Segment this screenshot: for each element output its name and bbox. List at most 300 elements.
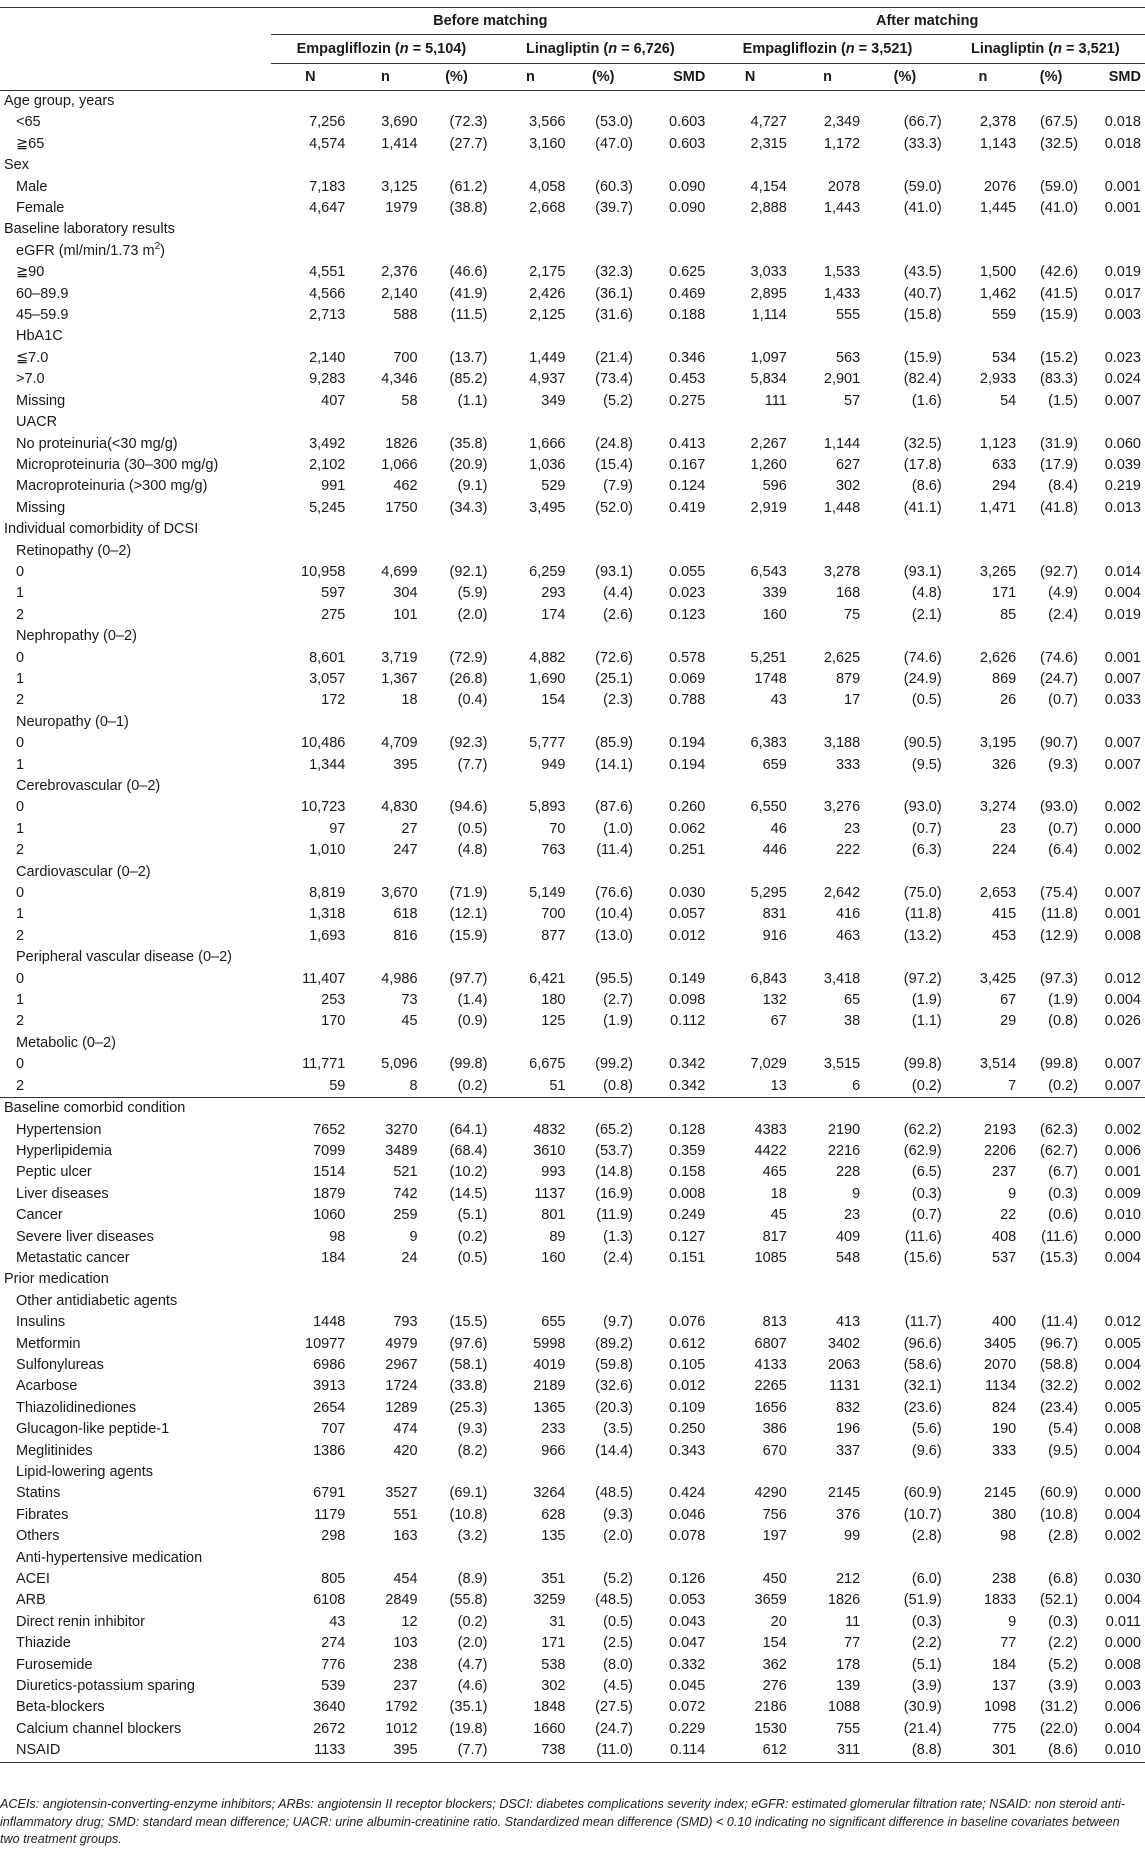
table-row: [0, 198, 1145, 219]
value-cell: 190: [992, 1421, 1017, 1438]
value-cell: (32.3): [595, 264, 633, 281]
value-cell: 3,492: [309, 435, 346, 452]
value-cell: 2654: [313, 1399, 346, 1416]
smd-cell: 0.002: [1104, 1121, 1141, 1138]
row-label: ACEI: [16, 1571, 50, 1588]
value-cell: 3259: [533, 1592, 566, 1609]
value-cell: 1826: [827, 1592, 861, 1609]
value-cell: [569, 91, 637, 113]
value-cell: (15.3): [1040, 1249, 1078, 1266]
value-cell: (15.4): [595, 456, 633, 473]
value-cell: [864, 1098, 946, 1120]
value-cell: [271, 712, 349, 733]
table-row: [0, 883, 1145, 904]
value-cell: 38: [844, 1013, 861, 1030]
value-cell: (41.0): [903, 200, 942, 217]
value-cell: [491, 412, 569, 433]
smd-cell: 0.000: [1104, 1635, 1141, 1652]
value-cell: 7652: [313, 1121, 346, 1138]
smd-cell: [1082, 155, 1145, 176]
value-cell: [349, 776, 421, 797]
value-cell: (11.7): [904, 1314, 942, 1331]
smd-cell: 0.126: [669, 1571, 706, 1588]
row-label: >7.0: [16, 371, 45, 388]
value-cell: 1060: [313, 1207, 346, 1224]
value-cell: (8.6): [1020, 1740, 1082, 1762]
value-cell: [864, 155, 946, 176]
value-cell: 2145: [983, 1485, 1017, 1502]
value-cell: 463: [835, 927, 861, 944]
value-cell: (9.6): [911, 1442, 942, 1459]
value-cell: (20.9): [449, 456, 488, 473]
row-label: 1: [16, 670, 25, 687]
value-cell: (59.0): [1040, 178, 1078, 195]
value-cell: (43.5): [903, 264, 942, 281]
smd-cell: [1082, 1291, 1145, 1312]
smd-cell: 0.033: [1104, 692, 1141, 709]
row-label: 2: [16, 1013, 25, 1030]
value-cell: (5.1): [457, 1207, 488, 1224]
row-label: ARB: [16, 1592, 46, 1609]
smd-cell: [637, 862, 709, 883]
value-cell: (0.3): [911, 1185, 942, 1202]
value-cell: (4.8): [457, 842, 488, 859]
value-cell: [946, 519, 1021, 540]
value-cell: 801: [541, 1207, 566, 1224]
value-cell: 6807: [754, 1335, 787, 1352]
value-cell: 3913: [313, 1378, 346, 1395]
value-cell: (41.9): [449, 285, 488, 302]
value-cell: [271, 862, 349, 883]
value-cell: 18: [401, 692, 418, 709]
value-cell: [864, 1291, 946, 1312]
value-cell: 275: [321, 606, 346, 623]
table-row: [0, 1398, 1145, 1419]
row-label: 0: [16, 735, 25, 752]
value-cell: 293: [541, 585, 566, 602]
value-cell: [1020, 776, 1082, 797]
value-cell: 6,383: [750, 735, 787, 752]
value-cell: [709, 862, 791, 883]
value-cell: (30.9): [903, 1699, 942, 1716]
value-cell: (14.4): [595, 1442, 633, 1459]
value-cell: 5,295: [750, 885, 787, 902]
value-cell: (46.6): [449, 264, 488, 281]
value-cell: [791, 1098, 864, 1120]
value-cell: 10,486: [301, 735, 346, 752]
value-cell: 700: [541, 906, 566, 923]
value-cell: (13.7): [449, 349, 488, 366]
value-cell: (0.8): [1048, 1013, 1078, 1030]
value-cell: [1020, 1033, 1082, 1054]
value-cell: (97.3): [1040, 970, 1078, 987]
smd-cell: [637, 626, 709, 647]
smd-cell: 0.002: [1104, 842, 1141, 859]
value-cell: [349, 91, 421, 113]
smd-cell: 0.004: [1104, 1506, 1141, 1523]
value-cell: [349, 862, 421, 883]
value-cell: [864, 519, 946, 540]
value-cell: (2.8): [1048, 1528, 1078, 1545]
smd-cell: 0.343: [669, 1442, 706, 1459]
value-cell: (32.1): [903, 1378, 942, 1395]
value-cell: [569, 862, 637, 883]
value-cell: 3,188: [823, 735, 861, 752]
value-cell: (41.1): [903, 499, 942, 516]
value-cell: 238: [992, 1571, 1017, 1588]
value-cell: [791, 1269, 864, 1290]
value-cell: 326: [992, 756, 1017, 773]
smd-cell: [637, 412, 709, 433]
smd-cell: 0.018: [1104, 114, 1141, 131]
value-cell: [864, 1033, 946, 1054]
value-cell: (35.1): [449, 1699, 488, 1716]
value-cell: [569, 712, 637, 733]
table-row: [0, 1054, 1145, 1075]
value-cell: (3.5): [603, 1421, 633, 1438]
value-cell: (58.6): [903, 1356, 942, 1373]
value-cell: (67.5): [1040, 114, 1078, 131]
value-cell: 588: [393, 307, 418, 324]
smd-cell: [637, 219, 709, 240]
smd-cell: [637, 1098, 709, 1120]
value-cell: 1,172: [823, 135, 861, 152]
value-cell: [1020, 412, 1082, 433]
table-body: [0, 91, 1145, 1763]
value-cell: (15.9): [903, 349, 942, 366]
value-cell: 20: [770, 1613, 787, 1630]
value-cell: (3.9): [1048, 1678, 1078, 1695]
value-cell: [569, 326, 637, 347]
value-cell: (75.4): [1040, 885, 1078, 902]
smd-cell: 0.002: [1104, 799, 1141, 816]
value-cell: [569, 1462, 637, 1483]
smd-cell: 0.002: [1104, 1378, 1141, 1395]
value-cell: [349, 1548, 421, 1569]
table-row: [0, 755, 1145, 776]
value-cell: 551: [393, 1506, 418, 1523]
value-cell: (11.5): [450, 307, 488, 324]
value-cell: 311: [791, 1740, 864, 1762]
value-cell: (22.0): [1040, 1720, 1078, 1737]
smd-cell: 0.018: [1104, 135, 1141, 152]
value-cell: (6.4): [1048, 842, 1078, 859]
value-cell: 395: [349, 1740, 421, 1762]
value-cell: (58.8): [1040, 1356, 1078, 1373]
value-cell: 2063: [827, 1356, 861, 1373]
value-cell: (93.1): [595, 563, 633, 580]
value-cell: 2,267: [750, 435, 787, 452]
value-cell: [791, 91, 864, 113]
value-cell: 3270: [385, 1121, 418, 1138]
value-cell: 655: [541, 1314, 566, 1331]
value-cell: (8.0): [603, 1656, 633, 1673]
table-footnote: ACEIs: angiotensin-converting-enzyme inhibitors; ARBs: angiotensin II receptor blockers; DSCI: diabetes complications severity index; eGFR: estimated glomerular filtration rate; NSAID: non steroid anti-inflammatory drug; SMD: standard mean difference; UACR: urine albumin-creatinine ratio. Standardized mean difference (SMD) < 0.10 indicating no significant difference in baseline covariates between two treatment groups.: [0, 1797, 1126, 1846]
row-label: 0: [16, 885, 25, 902]
table-row: [0, 583, 1145, 604]
value-cell: (82.4): [903, 371, 942, 388]
smd-cell: [1082, 412, 1145, 433]
row-label: Baseline laboratory results: [4, 221, 175, 238]
value-cell: 11,407: [302, 970, 346, 987]
value-cell: (38.8): [449, 200, 488, 217]
smd-cell: [1082, 91, 1145, 113]
table-row: [0, 1719, 1145, 1740]
header-corner: [0, 8, 271, 35]
value-cell: (68.4): [449, 1142, 488, 1159]
value-cell: (62.9): [903, 1142, 942, 1159]
value-cell: (10.8): [449, 1506, 488, 1523]
smd-cell: 0.249: [669, 1207, 706, 1224]
value-cell: [491, 155, 569, 176]
value-cell: 832: [835, 1399, 861, 1416]
value-cell: (5.1): [911, 1656, 942, 1673]
value-cell: [569, 1269, 637, 1290]
table-row: [0, 112, 1145, 133]
row-label: Others: [16, 1528, 60, 1545]
value-cell: [1020, 947, 1082, 968]
smd-cell: 0.055: [669, 563, 706, 580]
table-row: [0, 1590, 1145, 1611]
row-label: NSAID: [0, 1740, 271, 1762]
table-row: [0, 1076, 1145, 1098]
row-label: Statins: [16, 1485, 61, 1502]
value-cell: (40.7): [903, 285, 942, 302]
value-cell: (6.0): [911, 1571, 942, 1588]
value-cell: 2,642: [823, 885, 861, 902]
value-cell: (1.9): [911, 992, 942, 1009]
value-cell: [946, 862, 1021, 883]
value-cell: (42.6): [1040, 264, 1078, 281]
value-cell: 1,666: [529, 435, 566, 452]
value-cell: 3,033: [750, 264, 787, 281]
value-cell: [349, 1098, 421, 1120]
value-cell: 1179: [314, 1506, 346, 1523]
value-cell: [349, 712, 421, 733]
table-row: [0, 284, 1145, 305]
value-cell: (92.7): [1040, 563, 1078, 580]
value-cell: [569, 519, 637, 540]
value-cell: 4979: [385, 1335, 418, 1352]
table-row: [0, 1355, 1145, 1376]
header-corner-3: [0, 64, 271, 91]
value-cell: (36.1): [595, 285, 633, 302]
value-cell: 1879: [313, 1185, 346, 1202]
value-cell: 163: [393, 1528, 418, 1545]
row-label: Missing: [16, 499, 66, 516]
value-cell: [1020, 541, 1082, 562]
value-cell: 184: [321, 1249, 346, 1266]
value-cell: 1,114: [751, 307, 787, 324]
smd-cell: 0.188: [669, 307, 706, 324]
value-cell: [271, 1098, 349, 1120]
value-cell: (85.2): [449, 371, 488, 388]
value-cell: 2,376: [381, 264, 418, 281]
value-cell: [422, 91, 492, 113]
smd-cell: 0.342: [669, 1077, 706, 1094]
value-cell: [422, 712, 492, 733]
value-cell: (16.9): [595, 1185, 633, 1202]
value-cell: (6.8): [1048, 1571, 1078, 1588]
row-label: Lipid-lowering agents: [16, 1464, 154, 1480]
value-cell: 10977: [305, 1335, 346, 1352]
value-cell: 2,888: [750, 200, 787, 217]
value-cell: (5.9): [457, 585, 488, 602]
table-row: [0, 1441, 1145, 1462]
section-header-row: [0, 776, 1145, 797]
table-row: [0, 648, 1145, 669]
value-cell: (2.5): [603, 1635, 633, 1652]
value-cell: 4383: [754, 1121, 787, 1138]
row-label: Furosemide: [16, 1656, 93, 1673]
row-label: 60–89.9: [16, 285, 69, 302]
value-cell: [1020, 626, 1082, 647]
value-cell: 238: [393, 1656, 418, 1673]
value-cell: (25.1): [595, 670, 633, 687]
value-cell: [946, 776, 1021, 797]
value-cell: 4,574: [309, 135, 346, 152]
value-cell: 555: [835, 307, 861, 324]
smd-cell: 0.219: [1104, 478, 1141, 495]
row-label: Female: [16, 200, 65, 217]
value-cell: (93.0): [1040, 799, 1078, 816]
value-cell: [791, 1548, 864, 1569]
section-header-row: [0, 91, 1145, 113]
value-cell: (14.8): [595, 1164, 633, 1181]
value-cell: [422, 519, 492, 540]
value-cell: [709, 1291, 791, 1312]
smd-cell: [1082, 712, 1145, 733]
row-label: ≧65: [16, 135, 45, 152]
value-cell: [569, 541, 637, 562]
value-cell: 3610: [533, 1142, 566, 1159]
value-cell: (9.1): [457, 478, 488, 495]
value-cell: (32.6): [595, 1378, 633, 1395]
value-cell: 916: [762, 927, 787, 944]
value-cell: 1792: [385, 1699, 418, 1716]
value-cell: (25.3): [449, 1399, 488, 1416]
value-cell: 597: [321, 585, 346, 602]
value-cell: (11.0): [569, 1740, 637, 1762]
section-header-row: [0, 1098, 1145, 1120]
smd-cell: 0.004: [1104, 1356, 1141, 1373]
value-cell: 1,443: [823, 200, 861, 217]
value-cell: 351: [541, 1571, 566, 1588]
value-cell: [422, 1462, 492, 1483]
value-cell: 627: [835, 456, 861, 473]
smd-cell: 0.603: [669, 114, 706, 131]
value-cell: [946, 412, 1021, 433]
value-cell: 111: [764, 392, 787, 409]
value-cell: 1833: [983, 1592, 1017, 1609]
value-cell: 45: [401, 1013, 418, 1030]
value-cell: [946, 155, 1021, 176]
value-cell: [422, 862, 492, 883]
value-cell: 1,097: [750, 349, 787, 366]
value-cell: 97: [329, 820, 346, 837]
value-cell: [709, 241, 791, 262]
value-cell: 949: [541, 756, 566, 773]
row-label: Retinopathy (0–2): [16, 542, 132, 559]
value-cell: [349, 1033, 421, 1054]
table-row: [0, 369, 1145, 390]
value-cell: 2,653: [979, 885, 1017, 902]
smd-cell: 0.469: [669, 285, 706, 302]
row-label: Peripheral vascular disease (0–2): [16, 949, 232, 966]
smd-cell: 0.004: [1104, 1249, 1141, 1266]
value-cell: [709, 1269, 791, 1290]
value-cell: (6.3): [911, 842, 942, 859]
value-cell: 1,445: [979, 200, 1017, 217]
value-cell: 993: [541, 1164, 566, 1181]
smd-cell: [637, 1269, 709, 1290]
value-cell: 3,125: [381, 178, 418, 195]
value-cell: 877: [541, 927, 566, 944]
column-header: N: [271, 64, 349, 91]
value-cell: 65: [844, 992, 861, 1009]
value-cell: (97.7): [449, 970, 488, 987]
value-cell: (48.5): [595, 1485, 633, 1502]
value-cell: [569, 219, 637, 240]
value-cell: 4,566: [309, 285, 346, 302]
value-cell: [1020, 91, 1082, 113]
value-cell: 337: [835, 1442, 861, 1459]
value-cell: 618: [393, 906, 418, 923]
value-cell: 1,010: [309, 842, 346, 859]
value-cell: [569, 412, 637, 433]
value-cell: 2,102: [309, 456, 346, 473]
value-cell: 2078: [827, 178, 861, 195]
value-cell: 1133: [271, 1740, 349, 1762]
value-cell: 1,318: [309, 906, 346, 923]
smd-cell: 0.419: [669, 499, 706, 516]
value-cell: 824: [992, 1399, 1017, 1416]
row-label: Metabolic (0–2): [16, 1034, 116, 1051]
value-cell: 1088: [827, 1699, 861, 1716]
value-cell: 4019: [533, 1356, 566, 1373]
value-cell: 4290: [754, 1485, 787, 1502]
value-cell: 5,251: [750, 649, 787, 666]
table-row: [0, 926, 1145, 947]
value-cell: 3640: [313, 1699, 346, 1716]
row-label: No proteinuria(<30 mg/g): [16, 435, 178, 452]
value-cell: 5,096: [381, 1056, 418, 1073]
value-cell: (33.8): [449, 1378, 488, 1395]
value-cell: 3,418: [823, 970, 861, 987]
smd-cell: [637, 1548, 709, 1569]
value-cell: 1,433: [823, 285, 861, 302]
value-cell: [1020, 1462, 1082, 1483]
smd-cell: 0.001: [1104, 649, 1141, 666]
value-cell: 6791: [313, 1485, 346, 1502]
value-cell: 1848: [533, 1699, 566, 1716]
value-cell: (0.8): [603, 1077, 633, 1094]
table-row: [0, 498, 1145, 519]
value-cell: [709, 326, 791, 347]
value-cell: 132: [762, 992, 787, 1009]
value-cell: 3,276: [823, 799, 861, 816]
value-cell: [1020, 155, 1082, 176]
value-cell: [1020, 1291, 1082, 1312]
value-cell: (48.5): [595, 1592, 633, 1609]
value-cell: (17.8): [903, 456, 942, 473]
smd-cell: 0.098: [669, 992, 706, 1009]
value-cell: (99.8): [449, 1056, 488, 1073]
value-cell: (23.6): [903, 1399, 942, 1416]
value-cell: [791, 1291, 864, 1312]
value-cell: 2,626: [979, 649, 1017, 666]
value-cell: [864, 412, 946, 433]
